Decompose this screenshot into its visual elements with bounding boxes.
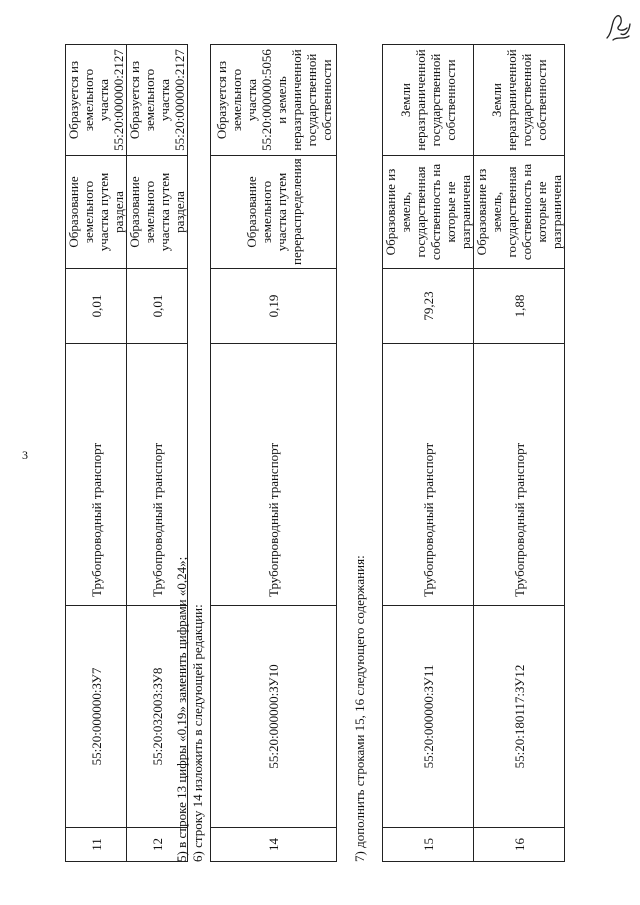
handwritten-signature — [603, 10, 633, 44]
table-a — [65, 44, 188, 862]
area-value: 0,01 — [127, 269, 188, 344]
note: Образуется из земельного участка 55:20:000000:2127 — [66, 45, 127, 156]
row-number: 16 — [474, 828, 565, 862]
cadastral-code: 55:20:000000:ЗУ11 — [383, 606, 474, 828]
formation-method: Образование земельного участка путем раздела — [66, 156, 127, 269]
note: Образуется из земельного участка 55:20:000000:2127 — [127, 45, 188, 156]
formation-method: Образование земельного участка путем перераспределения — [211, 156, 337, 269]
cadastral-code: 55:20:032003:ЗУ8 — [127, 606, 188, 828]
cadastral-code: 55:20:000000:ЗУ10 — [211, 606, 337, 828]
note: Земли неразграниченной государственной собственности — [474, 45, 565, 156]
land-use: Трубопроводный транспорт — [127, 344, 188, 606]
formation-method: Образование из земель, государственная собственность на которые не разграничена — [383, 156, 474, 269]
formation-method: Образование земельного участка путем раздела — [127, 156, 188, 269]
area-value: 79,23 — [383, 269, 474, 344]
table-row — [474, 45, 565, 862]
row-number: 12 — [127, 828, 188, 862]
land-use: Трубопроводный транспорт — [474, 344, 565, 606]
table-row — [66, 45, 127, 862]
area-value: 0,19 — [211, 269, 337, 344]
page-number: 3 — [22, 448, 28, 462]
row-number: 11 — [66, 828, 127, 862]
instruction-6: 6) строку 14 изложить в следующей редакции: — [190, 604, 205, 862]
table-c — [382, 44, 565, 862]
area-value: 0,01 — [66, 269, 127, 344]
note: Земли неразграниченной государственной собственности — [383, 45, 474, 156]
row-number: 15 — [383, 828, 474, 862]
instruction-5: 5) в строке 13 цифры «0,19» заменить цифрами «0,24»; — [174, 556, 189, 862]
instruction-7: 7) дополнить строками 15, 16 следующего содержания: — [352, 555, 367, 862]
row-number: 14 — [211, 828, 337, 862]
land-use: Трубопроводный транспорт — [383, 344, 474, 606]
table-row — [383, 45, 474, 862]
land-use: Трубопроводный транспорт — [211, 344, 337, 606]
land-use: Трубопроводный транспорт — [66, 344, 127, 606]
formation-method: Образование из земель, государственная собственность на которые не разграничена — [474, 156, 565, 269]
area-value: 1,88 — [474, 269, 565, 344]
note: Образуется из земельного участка 55:20:000000:5056 и земель неразграниченной государственной собственности — [211, 45, 337, 156]
table-b — [210, 44, 337, 862]
cadastral-code: 55:20:180117:ЗУ12 — [474, 606, 565, 828]
table-row — [211, 45, 337, 862]
cadastral-code: 55:20:000000:ЗУ7 — [66, 606, 127, 828]
